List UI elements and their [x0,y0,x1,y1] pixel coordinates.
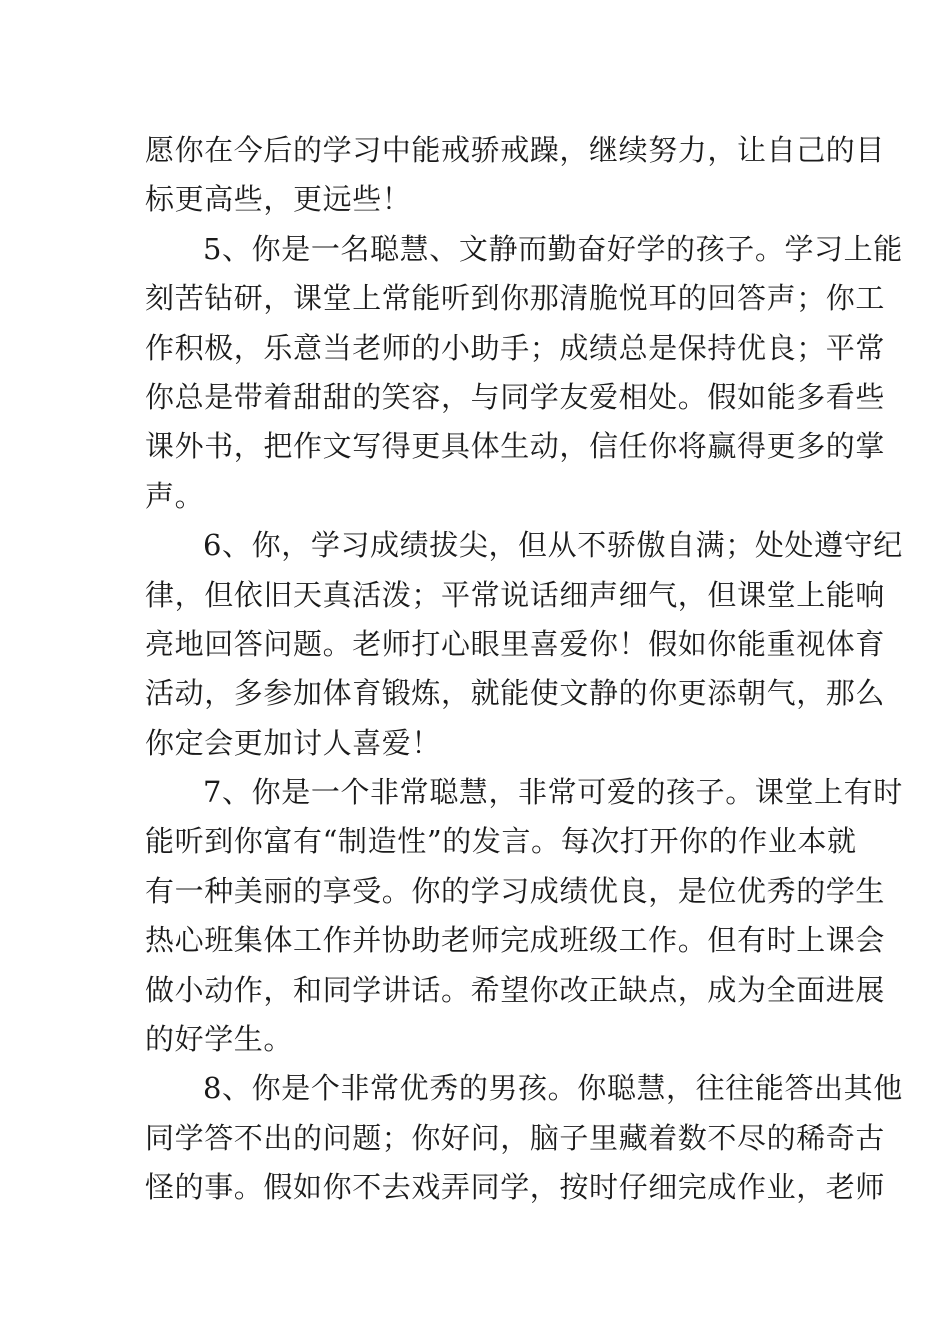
text-line: 同学答不出的问题；你好问，脑子里藏着数不尽的稀奇古 [145,1120,886,1155]
paragraph-start-line: 6、你，学习成绩拔尖，但从不骄傲自满；处处遵守纪 [203,528,903,563]
text-line: 有一种美丽的享受。你的学习成绩优良，是位优秀的学生 [145,873,886,908]
text-line: 怪的事。假如你不去戏弄同学，按时仔细完成作业，老师 [145,1170,886,1205]
paragraph-start-line: 5、你是一名聪慧、文静而勤奋好学的孩子。学习上能 [203,231,903,266]
text-line: 你定会更加讨人喜爱！ [145,725,442,760]
text-line: 律，但依旧天真活泼；平常说话细声细气，但课堂上能响 [145,577,886,612]
text-line: 亮地回答问题。老师打心眼里喜爱你！假如你能重视体育 [145,626,886,661]
paragraph-start-line: 8、你是个非常优秀的男孩。你聪慧，往往能答出其他 [203,1071,903,1106]
text-line: 标更高些，更远些！ [145,182,412,217]
text-line: 能听到你富有“制造性”的发言。每次打开你的作业本就 [145,824,857,859]
text-line: 活动，多参加体育锻炼，就能使文静的你更添朝气，那么 [145,676,886,711]
text-line: 热心班集体工作并协助老师完成班级工作。但有时上课会 [145,923,886,958]
text-line: 课外书，把作文写得更具体生动，信任你将赢得更多的掌 [145,429,886,464]
text-line: 声。 [145,478,205,513]
text-line: 刻苦钻研，课堂上常能听到你那清脆悦耳的回答声；你工 [145,281,886,316]
text-line: 的好学生。 [145,1022,294,1057]
text-line: 你总是带着甜甜的笑容，与同学友爱相处。假如能多看些 [145,379,886,414]
paragraph-start-line: 7、你是一个非常聪慧，非常可爱的孩子。课堂上有时 [203,775,903,810]
text-line: 愿你在今后的学习中能戒骄戒躁，继续努力，让自己的目 [145,133,886,167]
text-line: 做小动作，和同学讲话。希望你改正缺点，成为全面进展 [145,972,886,1007]
text-line: 作积极，乐意当老师的小助手；成绩总是保持优良；平常 [145,330,886,365]
document-body [145,126,903,1213]
